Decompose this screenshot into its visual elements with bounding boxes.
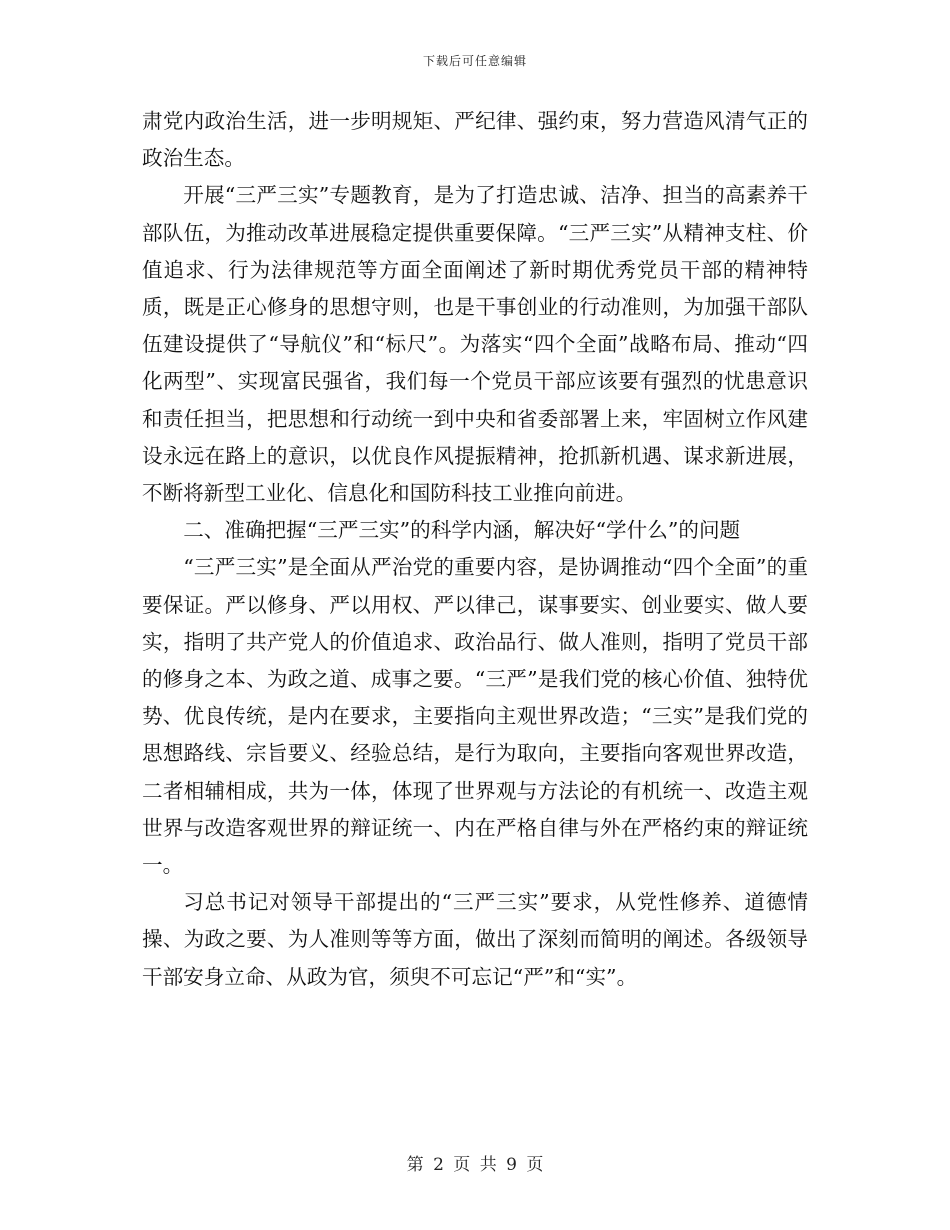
- page-footer: 第 2 页 共 9 页: [406, 1155, 544, 1175]
- page-header: 下载后可任意编辑: [422, 54, 527, 68]
- paragraph-continued: 肃党内政治生活，进一步明规矩、严纪律、强约束，努力营造风清气正的政治生态。: [142, 109, 808, 171]
- section-heading: 二、准确把握“三严三实”的科学内涵，解决好“学什么”的问题: [183, 518, 741, 543]
- paragraph: 开展“三严三实”专题教育，是为了打造忠诚、洁净、担当的高素养干部队伍，为推动改革进展稳定提供重要保障。“三严三实”从精神支柱、价值追求、行为法律规范等方面全面阐述了新时期优秀党员干部的精神特质，既是正心修身的思想守则，也是干事创业的行动准则，为加强干部队伍建设提供了“导航仪”和“标尺”。为落实“四个全面”战略布局、推动“四化两型”、实现富民强省，我们每一个党员干部应该要有强烈的忧患意识和责任担当，把思想和行动统一到中央和省委部署上来，牢固树立作风建设永远在路上的意识，以优良作风提振精神，抢抓新机遇、谋求新进展，不断将新型工业化、信息化和国防科技工业推向前进。: [142, 183, 808, 506]
- document-body: [142, 103, 808, 996]
- paragraph: “三严三实”是全面从严治党的重要内容，是协调推动“四个全面”的重要保证。严以修身、严以用权、严以律己，谋事要实、创业要实、做人要实，指明了共产党人的价值追求、政治品行、做人准则，指明了党员干部的修身之本、为政之道、成事之要。“三严”是我们党的核心价值、独特优势、优良传统，是内在要求，主要指向主观世界改造；“三实”是我们党的思想路线、宗旨要义、经验总结，是行为取向，主要指向客观世界改造，二者相辅相成，共为一体，体现了世界观与方法论的有机统一、改造主观世界与改造客观世界的辩证统一、内在严格自律与外在严格约束的辩证统一。: [142, 555, 808, 878]
- paragraph: 习总书记对领导干部提出的“三严三实”要求，从党性修养、道德情操、为政之要、为人准则等等方面，做出了深刻而简明的阐述。各级领导干部安身立命、从政为官，须臾不可忘记“严”和“实”。: [142, 890, 808, 989]
